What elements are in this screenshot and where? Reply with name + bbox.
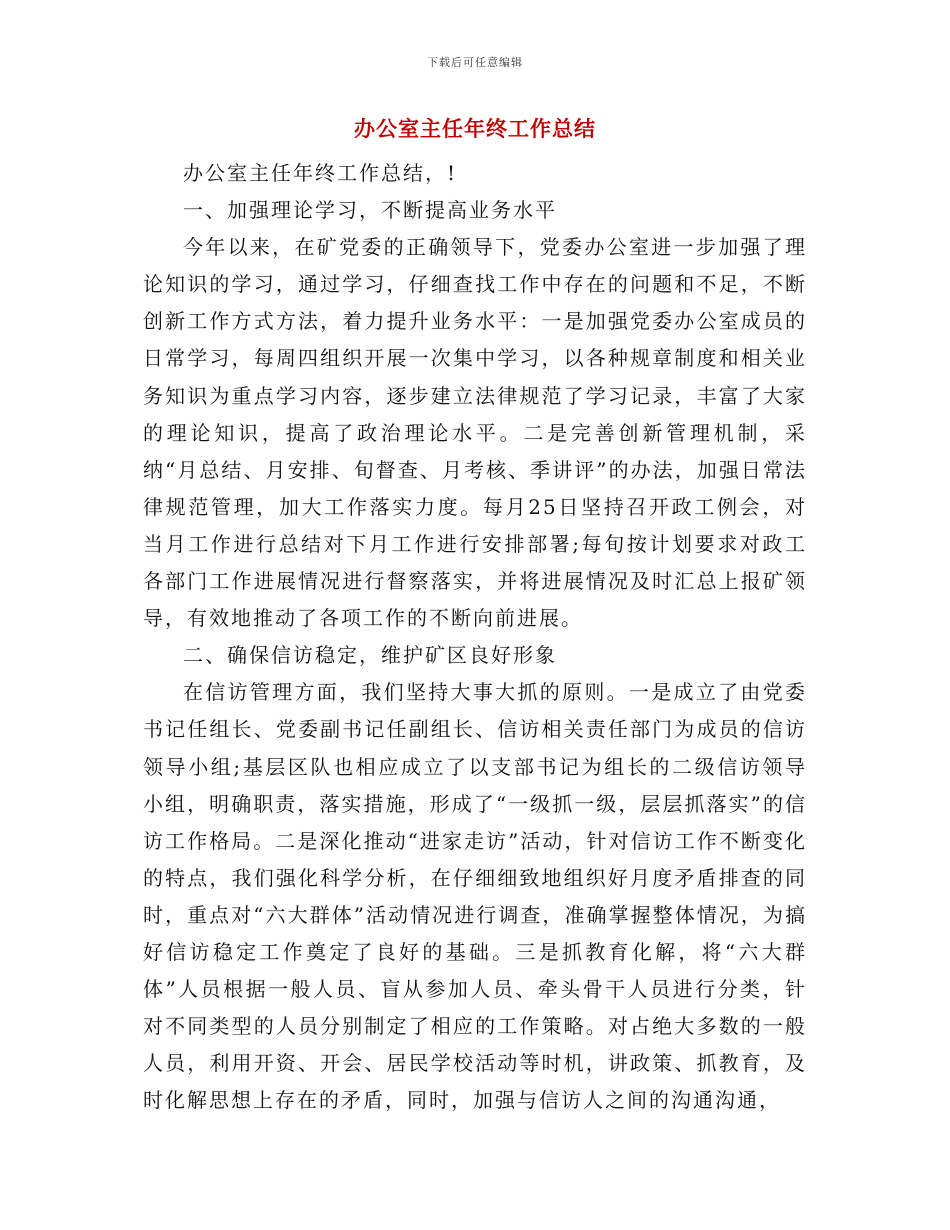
body-paragraph-2: 在信访管理方面，我们坚持大事大抓的原则。一是成立了由党委书记任组长、党委副书记任副组长、信访相关责任部门为成员的信访领导小组;基层区队也相应成立了以支部书记为组长的二级信访领导小组，明确职责，落实措施，形成了“一级抓一级，层层抓落实”的信访工作格局。二是深化推动“进家走访”活动，针对信访工作不断变化的特点，我们强化科学分析，在仔细细致地组织好月度矛盾排查的同时，重点对“六大群体”活动情况进行调查，准确掌握整体情况，为搞好信访稳定工作奠定了良好的基础。三是抓教育化解，将“六大群体”人员根据一般人员、盲从参加人员、牵头骨干人员进行分类，针对不同类型的人员分别制定了相应的工作策略。对占绝大多数的一般人员，利用开资、开会、居民学校活动等时机，讲政策、抓教育，及时化解思想上存在的矛盾，同时，加强与信访人之间的沟通沟通， — [143, 680, 807, 1113]
section-heading-1: 一、加强理论学习，不断提高业务水平 — [183, 198, 557, 223]
header-note: 下载后可任意编辑 — [427, 56, 523, 69]
document-body — [143, 155, 807, 1119]
document-title: 办公室主任年终工作总结 — [354, 116, 596, 141]
greeting-paragraph: 办公室主任年终工作总结，! — [183, 161, 458, 185]
body-paragraph-1: 今年以来，在矿党委的正确领导下，党委办公室进一步加强了理论知识的学习，通过学习，仔细查找工作中存在的问题和不足，不断创新工作方式方法，着力提升业务水平：一是加强党委办公室成员的日常学习，每周四组织开展一次集中学习，以各种规章制度和相关业务知识为重点学习内容，逐步建立法律规范了学习记录，丰富了大家的理论知识，提高了政治理论水平。二是完善创新管理机制，采纳“月总结、月安排、旬督查、月考核、季讲评”的办法，加强日常法律规范管理，加大工作落实力度。每月25日坚持召开政工例会，对当月工作进行总结对下月工作进行安排部署;每旬按计划要求对政工各部门工作进展情况进行督察落实，并将进展情况及时汇总上报矿领导，有效地推动了各项工作的不断向前进展。 — [143, 235, 807, 631]
section-heading-2: 二、确保信访稳定，维护矿区良好形象 — [183, 643, 557, 668]
